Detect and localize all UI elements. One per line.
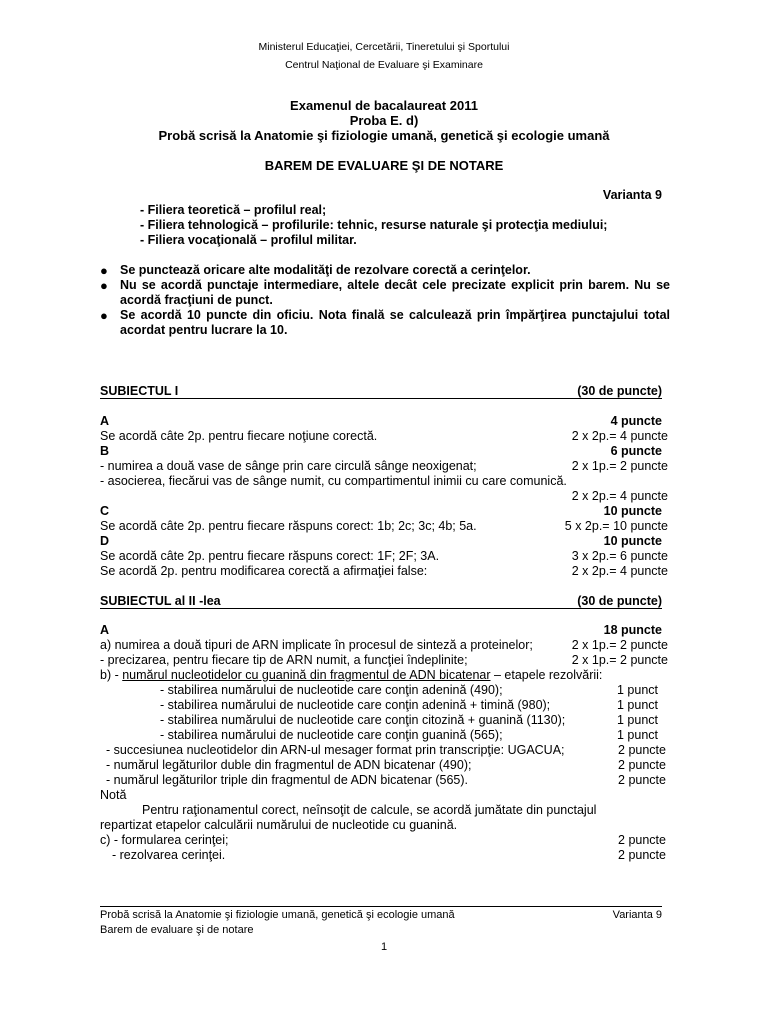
nota-text: Pentru raţionamentul corect, neînsoţit de calcule, se acordă jumătate din punctajul <box>142 803 597 817</box>
item-score: 2 x 1p.= 2 puncte <box>571 459 668 473</box>
exam-subject: Probă scrisă la Anatomie şi fiziologie umană, genetică şi ecologie umană <box>158 128 610 143</box>
item-points: 4 puncte <box>610 414 662 428</box>
bullet-icon: ● <box>100 278 108 293</box>
rule-item: Se acordă 10 puncte din oficiu. Nota finală se calculează prin împărţirea punctajului total acordat pentru lucrare la 10. <box>120 308 670 337</box>
bullet-icon: ● <box>100 308 108 323</box>
subiect2-divider <box>100 608 662 609</box>
item-line: - asocierea, fiecărui vas de sânge numit, cu compartimentul inimii cu care comunică. <box>100 474 567 488</box>
step-line: - stabilirea numărului de nucleotide care conţin adenină (490); <box>160 683 503 697</box>
item-score: 2 puncte <box>618 848 666 862</box>
item-score: 2 x 1p.= 2 puncte <box>571 638 668 652</box>
subiect2-title: SUBIECTUL al II -lea <box>100 594 221 608</box>
nota-text: repartizat etapelor calculării numărului de nucleotide cu guanină. <box>100 818 458 832</box>
item-score: 3 x 2p.= 6 puncte <box>571 549 668 563</box>
extra-line: - numărul legăturilor triple din fragmentul de ADN bicatenar (565). <box>106 773 468 787</box>
item-label: D <box>100 534 110 548</box>
varianta-label: Varianta 9 <box>602 188 662 202</box>
b-prefix: b) - <box>100 668 123 682</box>
b-suffix: – etapele rezolvării: <box>490 668 603 682</box>
item-label: C <box>100 504 110 518</box>
item-label: A <box>100 414 110 428</box>
extra-score: 2 puncte <box>618 773 666 787</box>
footer-subject: Probă scrisă la Anatomie şi fiziologie umană, genetică şi ecologie umană <box>100 909 455 921</box>
item-points: 10 puncte <box>603 534 662 548</box>
filiera-tehnologica: - Filiera tehnologică – profilurile: tehnic, resurse naturale şi protecţia mediului; <box>140 218 608 232</box>
subiect1-title: SUBIECTUL I <box>100 384 179 398</box>
extra-score: 2 puncte <box>618 743 666 757</box>
item-label: B <box>100 444 110 458</box>
exam-title: Examenul de bacalaureat 2011 <box>290 98 478 113</box>
extra-score: 2 puncte <box>618 758 666 772</box>
step-score: 1 punct <box>616 698 658 712</box>
center-header: Centrul Naţional de Evaluare şi Examinare <box>285 59 483 71</box>
item-line: Se acordă câte 2p. pentru fiecare noţiune corectă. <box>100 429 378 443</box>
footer-varianta: Varianta 9 <box>612 909 662 921</box>
step-line: - stabilirea numărului de nucleotide care conţin citozină + guanină (1130); <box>160 713 566 727</box>
item-score: 2 x 2p.= 4 puncte <box>571 429 668 443</box>
item-score: 5 x 2p.= 10 puncte <box>564 519 668 533</box>
item-score: 2 x 2p.= 4 puncte <box>571 489 668 503</box>
filiera-vocationala: - Filiera vocaţională – profilul militar. <box>140 233 357 247</box>
barem-title: BAREM DE EVALUARE ŞI DE NOTARE <box>264 158 504 173</box>
exam-proba: Proba E. d) <box>349 113 419 128</box>
extra-line: - numărul legăturilor duble din fragmentul de ADN bicatenar (490); <box>106 758 472 772</box>
footer-divider <box>100 906 662 907</box>
subiect2-points: (30 de puncte) <box>577 594 662 608</box>
step-score: 1 punct <box>616 713 658 727</box>
b-underlined: numărul nucleotidelor cu guanină din fragmentul de ADN bicatenar <box>122 668 491 682</box>
item-line: Se acordă câte 2p. pentru fiecare răspuns corect: 1F; 2F; 3A. <box>100 549 440 563</box>
ministry-header: Ministerul Educaţiei, Cercetării, Tineretului şi Sportului <box>258 41 510 53</box>
filiera-teoretica: - Filiera teoretică – profilul real; <box>140 203 327 217</box>
footer-barem: Barem de evaluare şi de notare <box>100 924 254 936</box>
rule-item: Se punctează oricare alte modalităţi de rezolvare corectă a cerinţelor. <box>120 263 531 277</box>
bullet-icon: ● <box>100 263 108 278</box>
item-label: A <box>100 623 110 637</box>
item-line: - numirea a două vase de sânge prin care circulă sânge neoxigenat; <box>100 459 477 473</box>
item-score: 2 x 1p.= 2 puncte <box>571 653 668 667</box>
page-number: 1 <box>380 941 388 953</box>
item-line: a) numirea a două tipuri de ARN implicate în procesul de sinteză a proteinelor; <box>100 638 533 652</box>
nota-label: Notă <box>100 788 127 802</box>
extra-line: - succesiunea nucleotidelor din ARN-ul mesager format prin transcripţie: UGACUA; <box>106 743 565 757</box>
item-line: - precizarea, pentru fiecare tip de ARN numit, a funcţiei îndeplinite; <box>100 653 468 667</box>
step-line: - stabilirea numărului de nucleotide care conţin adenină + timină (980); <box>160 698 551 712</box>
rule-item: Nu se acordă punctaje intermediare, altele decât cele precizate explicit prin barem. Nu se acordă fracţiuni de punct. <box>120 278 670 307</box>
item-line: Se acordă 2p. pentru modificarea corectă a afirmaţiei false: <box>100 564 428 578</box>
step-score: 1 punct <box>616 683 658 697</box>
item-points: 6 puncte <box>610 444 662 458</box>
item-points: 18 puncte <box>603 623 662 637</box>
subiect1-divider <box>100 398 662 399</box>
item-line: c) - formularea cerinţei; <box>100 833 229 847</box>
item-score: 2 x 2p.= 4 puncte <box>571 564 668 578</box>
item-score: 2 puncte <box>618 833 666 847</box>
item-line-b <box>100 668 602 682</box>
step-line: - stabilirea numărului de nucleotide care conţin guanină (565); <box>160 728 503 742</box>
step-score: 1 punct <box>616 728 658 742</box>
item-points: 10 puncte <box>603 504 662 518</box>
item-line: Se acordă câte 2p. pentru fiecare răspuns corect: 1b; 2c; 3c; 4b; 5a. <box>100 519 477 533</box>
item-line: - rezolvarea cerinţei. <box>112 848 226 862</box>
subiect1-points: (30 de puncte) <box>577 384 662 398</box>
